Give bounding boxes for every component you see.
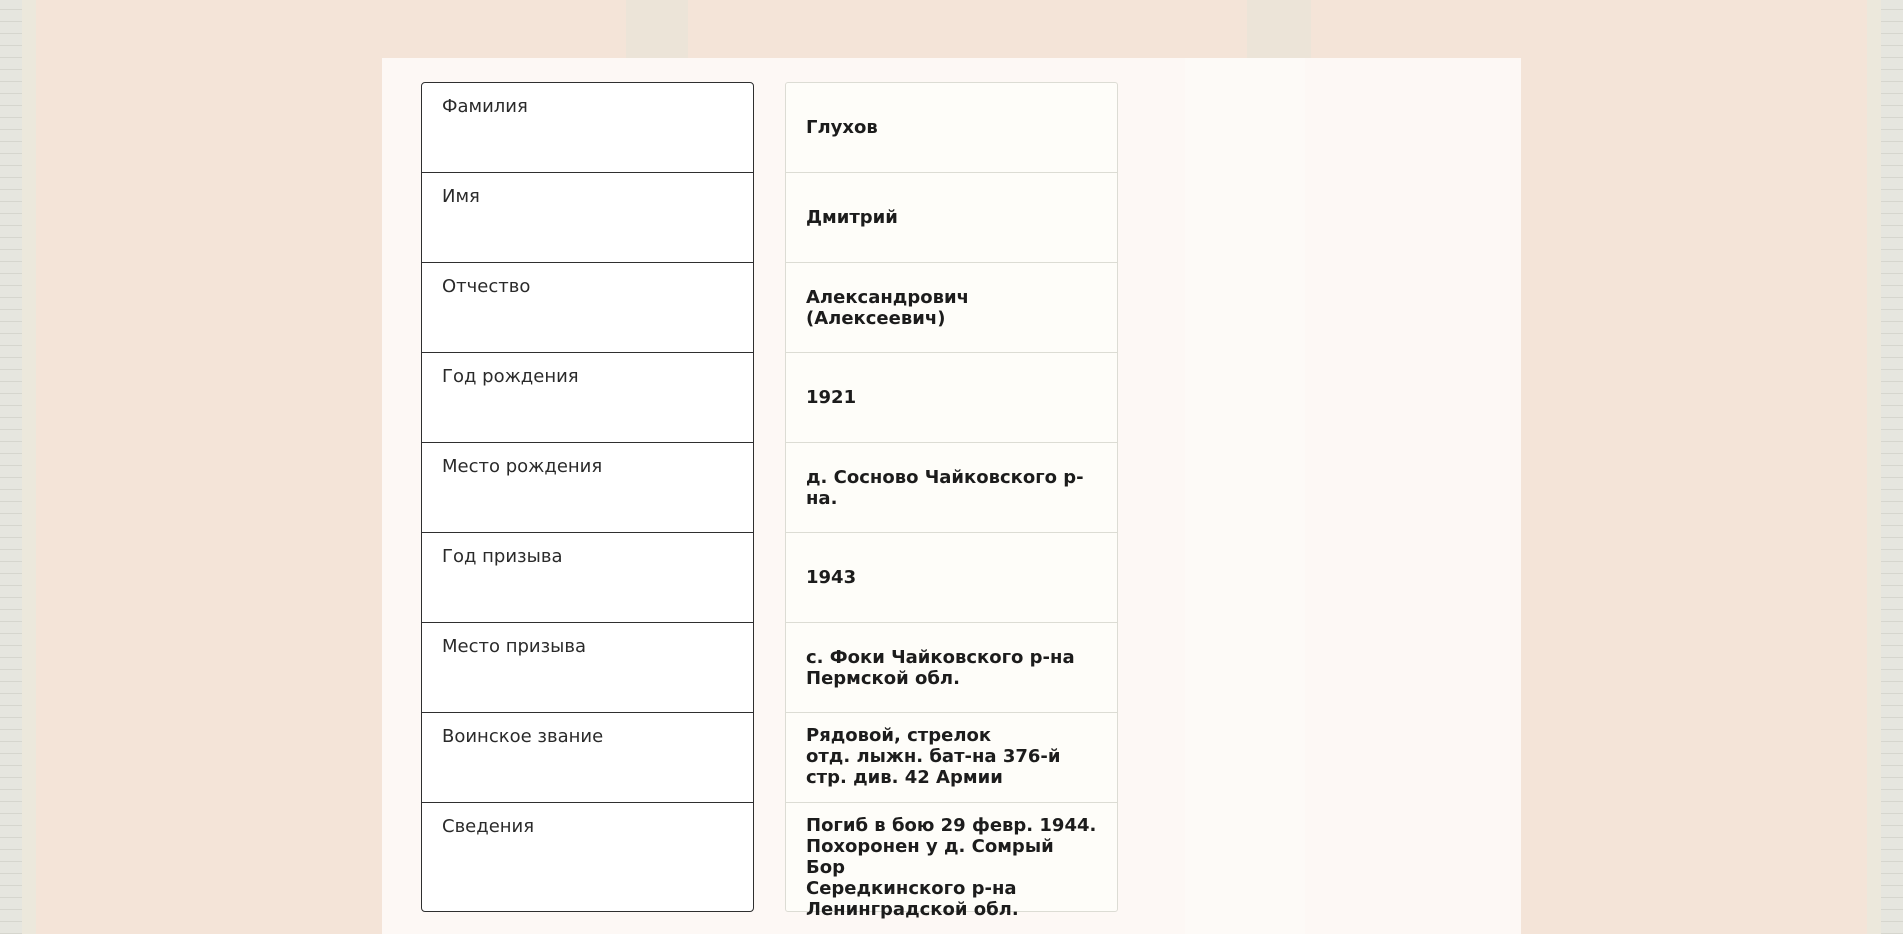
value-birth-place: д. Сосново Чайковского р-на. — [786, 443, 1117, 533]
label-surname: Фамилия — [422, 83, 753, 173]
value-conscription-place: с. Фоки Чайковского р-на Пермской обл. — [786, 623, 1117, 713]
page-shade — [1185, 58, 1305, 934]
label-conscription-year: Год призыва — [422, 533, 753, 623]
label-birth-year: Год рождения — [422, 353, 753, 443]
top-band-right — [1247, 0, 1311, 58]
value-column — [785, 82, 1118, 920]
label-first-name: Имя — [422, 173, 753, 263]
label-patronymic: Отчество — [422, 263, 753, 353]
value-surname: Глухов — [786, 83, 1117, 173]
value-details: Погиб в бою 29 февр. 1944. Похоронен у д. Сомрый Бор Середкинского р-на Ленинградской обл. — [806, 815, 1097, 920]
value-first-name: Дмитрий — [786, 173, 1117, 263]
top-band-left — [626, 0, 688, 58]
label-conscription-place: Место призыва — [422, 623, 753, 713]
value-conscription-year: 1943 — [786, 533, 1117, 623]
label-military-rank: Воинское звание — [422, 713, 753, 803]
value-military-rank: Рядовой, стрелок отд. лыжн. бат-на 376-й стр. див. 42 Армии — [786, 713, 1117, 803]
left-margin-strip — [22, 0, 36, 934]
label-column — [421, 82, 754, 912]
right-margin-strip — [1867, 0, 1881, 934]
right-ruler-edge — [1880, 0, 1903, 934]
value-birth-year: 1921 — [786, 353, 1117, 443]
label-details: Сведения — [442, 816, 535, 837]
value-patronymic: Александрович (Алексеевич) — [786, 263, 1117, 353]
label-birth-place: Место рождения — [422, 443, 753, 533]
left-ruler-edge — [0, 0, 23, 934]
